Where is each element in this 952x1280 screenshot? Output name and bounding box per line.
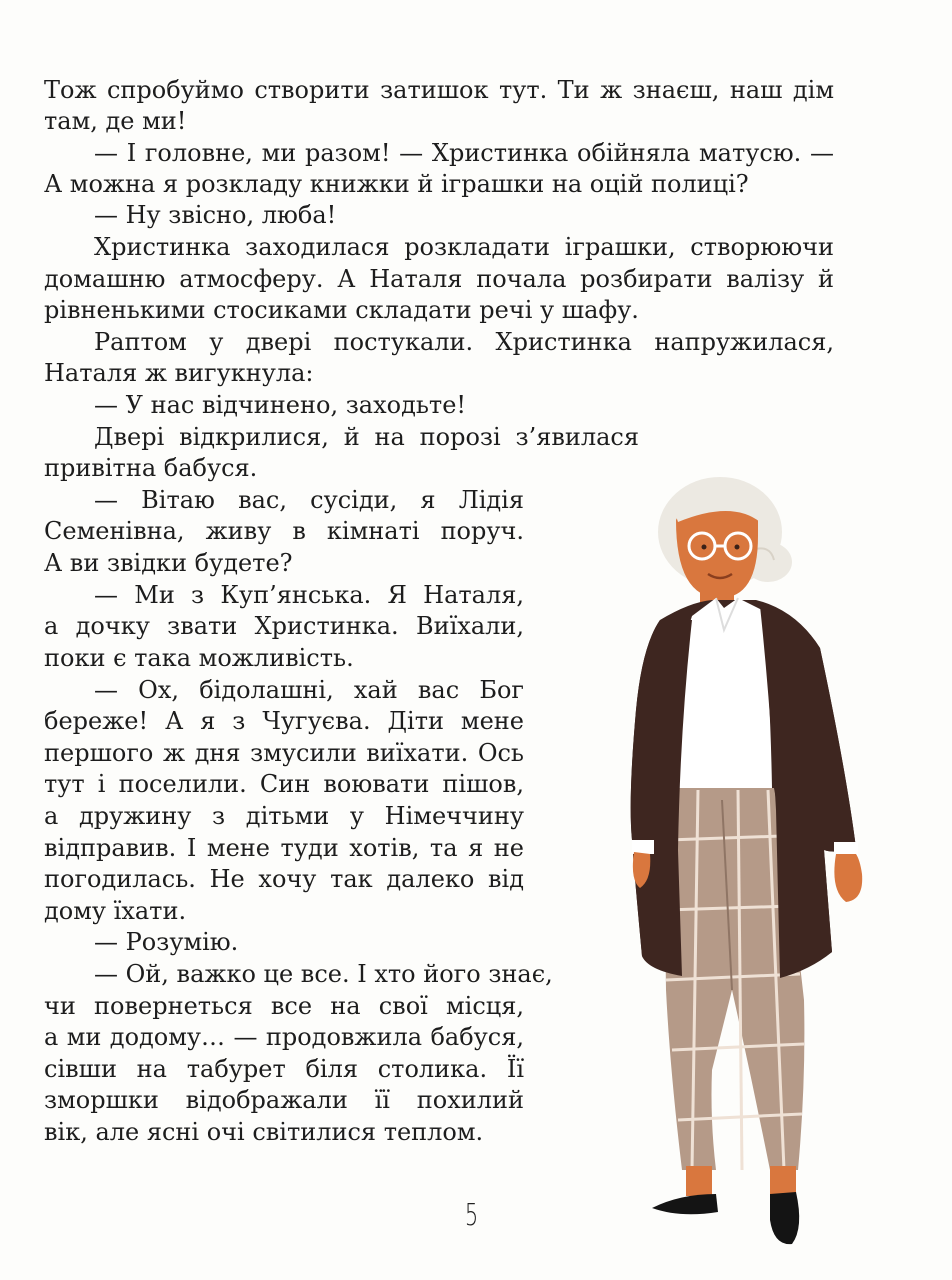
text-line: — І головне, ми разом! — Христинка обійняла матусю. — — [94, 139, 834, 167]
text-line: зморшки відображали її похилий — [44, 1086, 524, 1114]
text-line: Тож спробуймо створити затишок тут. Ти ж знаєш, наш дім — [44, 76, 834, 104]
text-line: Христинка заходилася розкладати іграшки, створюючи — [94, 233, 834, 261]
shoes — [652, 1166, 799, 1244]
text-line: Семенівна, живу в кімнаті поруч. — [44, 517, 524, 545]
text-line: А можна я розкладу книжки й іграшки на оцій полиці? — [44, 170, 749, 198]
text-line: а ми додому… — продовжила бабуся, — [44, 1023, 524, 1051]
text-line: — Ох, бідолашні, хай вас Бог — [94, 676, 524, 704]
text-line: Раптом у двері постукали. Христинка напружилася, — [94, 328, 834, 356]
text-line: — У нас відчинено, заходьте! — [94, 391, 467, 419]
text-line: дому їхати. — [44, 897, 187, 925]
grandmother-illustration — [620, 470, 890, 1260]
text-line: привітна бабуся. — [44, 454, 258, 482]
face — [676, 488, 760, 598]
text-line: чи повернеться все на свої місця, — [44, 992, 524, 1020]
text-line: тут і поселили. Син воювати пішов, — [44, 770, 524, 798]
text-line: відправив. І мене туди хотів, та я не — [44, 834, 524, 862]
text-line: А ви звідки будете? — [44, 549, 293, 577]
text-line: — Ну звісно, люба! — [94, 201, 337, 229]
text-line: погодилась. Не хочу так далеко від — [44, 865, 524, 893]
text-line: там, де ми! — [44, 107, 187, 135]
text-line: береже! А я з Чугуєва. Діти мене — [44, 707, 524, 735]
text-line: сівши на табурет біля столика. Її — [44, 1055, 524, 1083]
text-line: поки є така можливість. — [44, 644, 354, 672]
text-line: — Розумію. — [94, 928, 239, 956]
text-line: — Ой, важко це все. І хто його знає, — [94, 960, 553, 988]
text-line: Наталя ж вигукнула: — [44, 359, 314, 387]
page-number: 5 — [464, 1198, 479, 1233]
text-line: рівненькими стосиками складати речі у шафу. — [44, 296, 639, 324]
text-line: — Ми з Куп’янська. Я Наталя, — [94, 581, 524, 609]
text-line: а дружину з дітьми у Німеччину — [44, 802, 524, 830]
text-line: а дочку звати Христинка. Виїхали, — [44, 612, 524, 640]
text-line: Двері відкрилися, й на порозі з’явилася — [94, 423, 639, 451]
text-line: першого ж дня змусили виїхати. Ось — [44, 739, 524, 767]
text-line: вік, але ясні очі світилися теплом. — [44, 1118, 484, 1146]
text-line: домашню атмосферу. А Наталя почала розбирати валізу й — [44, 265, 834, 293]
text-line: — Вітаю вас, сусіди, я Лідія — [94, 486, 524, 514]
